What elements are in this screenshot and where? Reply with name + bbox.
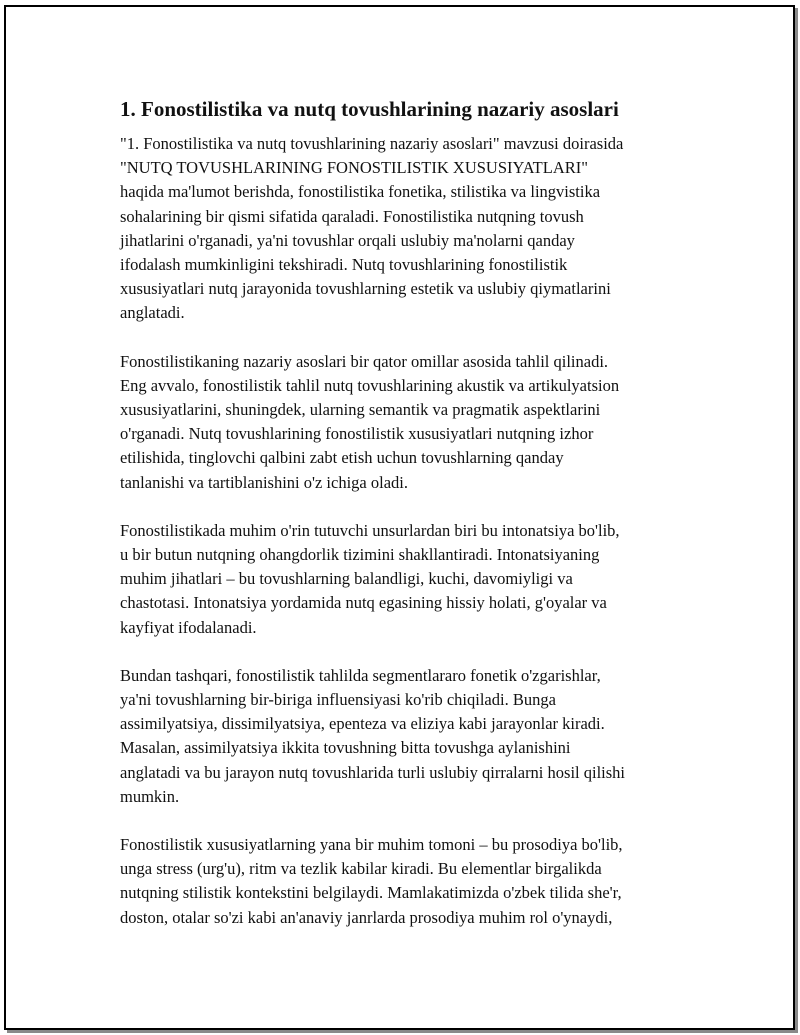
paragraph-container — [120, 132, 700, 930]
text-line: Bundan tashqari, fonostilistik tahlilda segmentlararo fonetik o'zgarishlar, — [120, 665, 601, 685]
text-line: xususiyatlari nutq jarayonida tovushlarning estetik va uslubiy qiymatlarini — [120, 279, 611, 299]
text-line: Eng avvalo, fonostilistik tahlil nutq tovushlarining akustik va artikulyatsion — [120, 375, 620, 395]
text-line: u bir butun nutqning ohangdorlik tizimini shakllantiradi. Intonatsiyaning — [120, 545, 600, 565]
text-line: tanlanishi va tartiblanishini o'z ichiga oladi. — [120, 472, 408, 492]
text-line: nutqning stilistik kontekstini belgilaydi. Mamlakatimizda o'zbek tilida she'r, — [120, 883, 622, 903]
body-paragraph — [120, 350, 700, 495]
section-heading: 1. Fonostilistika va nutq tovushlarining nazariy asoslari — [120, 97, 619, 121]
text-line: Fonostilistikaning nazariy asoslari bir qator omillar asosida tahlil qilinadi. — [120, 351, 609, 371]
body-paragraph — [120, 132, 700, 326]
text-line: assimilyatsiya, dissimilyatsiya, epenteza va eliziya kabi jarayonlar kiradi. — [120, 714, 605, 734]
text-line: unga stress (urg'u), ritm va tezlik kabilar kiradi. Bu elementlar birgalikda — [120, 859, 602, 879]
text-line: anglatadi va bu jarayon nutq tovushlarida turli uslubiy qirralarni hosil qilishi — [120, 762, 625, 782]
text-line: Masalan, assimilyatsiya ikkita tovushning bitta tovushga aylanishini — [120, 738, 571, 758]
text-line: chastotasi. Intonatsiya yordamida nutq egasining hissiy holati, g'oyalar va — [120, 593, 607, 613]
text-line: anglatadi. — [120, 303, 185, 323]
text-line: "NUTQ TOVUSHLARINING FONOSTILISTIK XUSUSIYATLARI" — [120, 158, 588, 178]
text-line: kayfiyat ifodalanadi. — [120, 617, 257, 637]
text-line: jihatlarini o'rganadi, ya'ni tovushlar orqali uslubiy ma'nolarni qanday — [120, 230, 575, 250]
text-line: o'rganadi. Nutq tovushlarining fonostilistik xususiyatlari nutqning izhor — [120, 424, 594, 444]
text-line: mumkin. — [120, 786, 180, 806]
text-line: Fonostilistik xususiyatlarning yana bir muhim tomoni – bu prosodiya bo'lib, — [120, 835, 623, 855]
text-line: muhim jihatlari – bu tovushlarning balandligi, kuchi, davomiyligi va — [120, 569, 573, 589]
body-paragraph — [120, 519, 700, 640]
text-line: xususiyatlarini, shuningdek, ularning semantik va pragmatik aspektlarini — [120, 400, 601, 420]
body-paragraph — [120, 833, 700, 930]
body-paragraph — [120, 664, 700, 809]
text-line: "1. Fonostilistika va nutq tovushlarining nazariy asoslari" mavzusi doirasida — [120, 134, 624, 153]
document-body — [120, 94, 700, 954]
document-page — [4, 5, 795, 1030]
text-line: ifodalash mumkinligini tekshiradi. Nutq tovushlarining fonostilistik — [120, 255, 568, 275]
text-line: sohalarining bir qismi sifatida qaraladi. Fonostilistika nutqning tovush — [120, 206, 584, 226]
text-line: ya'ni tovushlarning bir-biriga influensiyasi ko'rib chiqiladi. Bunga — [120, 690, 556, 710]
text-line: etilishida, tinglovchi qalbini zabt etish uchun tovushlarning qanday — [120, 448, 564, 468]
text-line: doston, otalar so'zi kabi an'anaviy janrlarda prosodiya muhim rol o'ynaydi, — [120, 907, 613, 927]
text-line: Fonostilistikada muhim o'rin tutuvchi unsurlardan biri bu intonatsiya bo'lib, — [120, 520, 620, 540]
text-line: haqida ma'lumot berishda, fonostilistika fonetika, stilistika va lingvistika — [120, 182, 601, 202]
